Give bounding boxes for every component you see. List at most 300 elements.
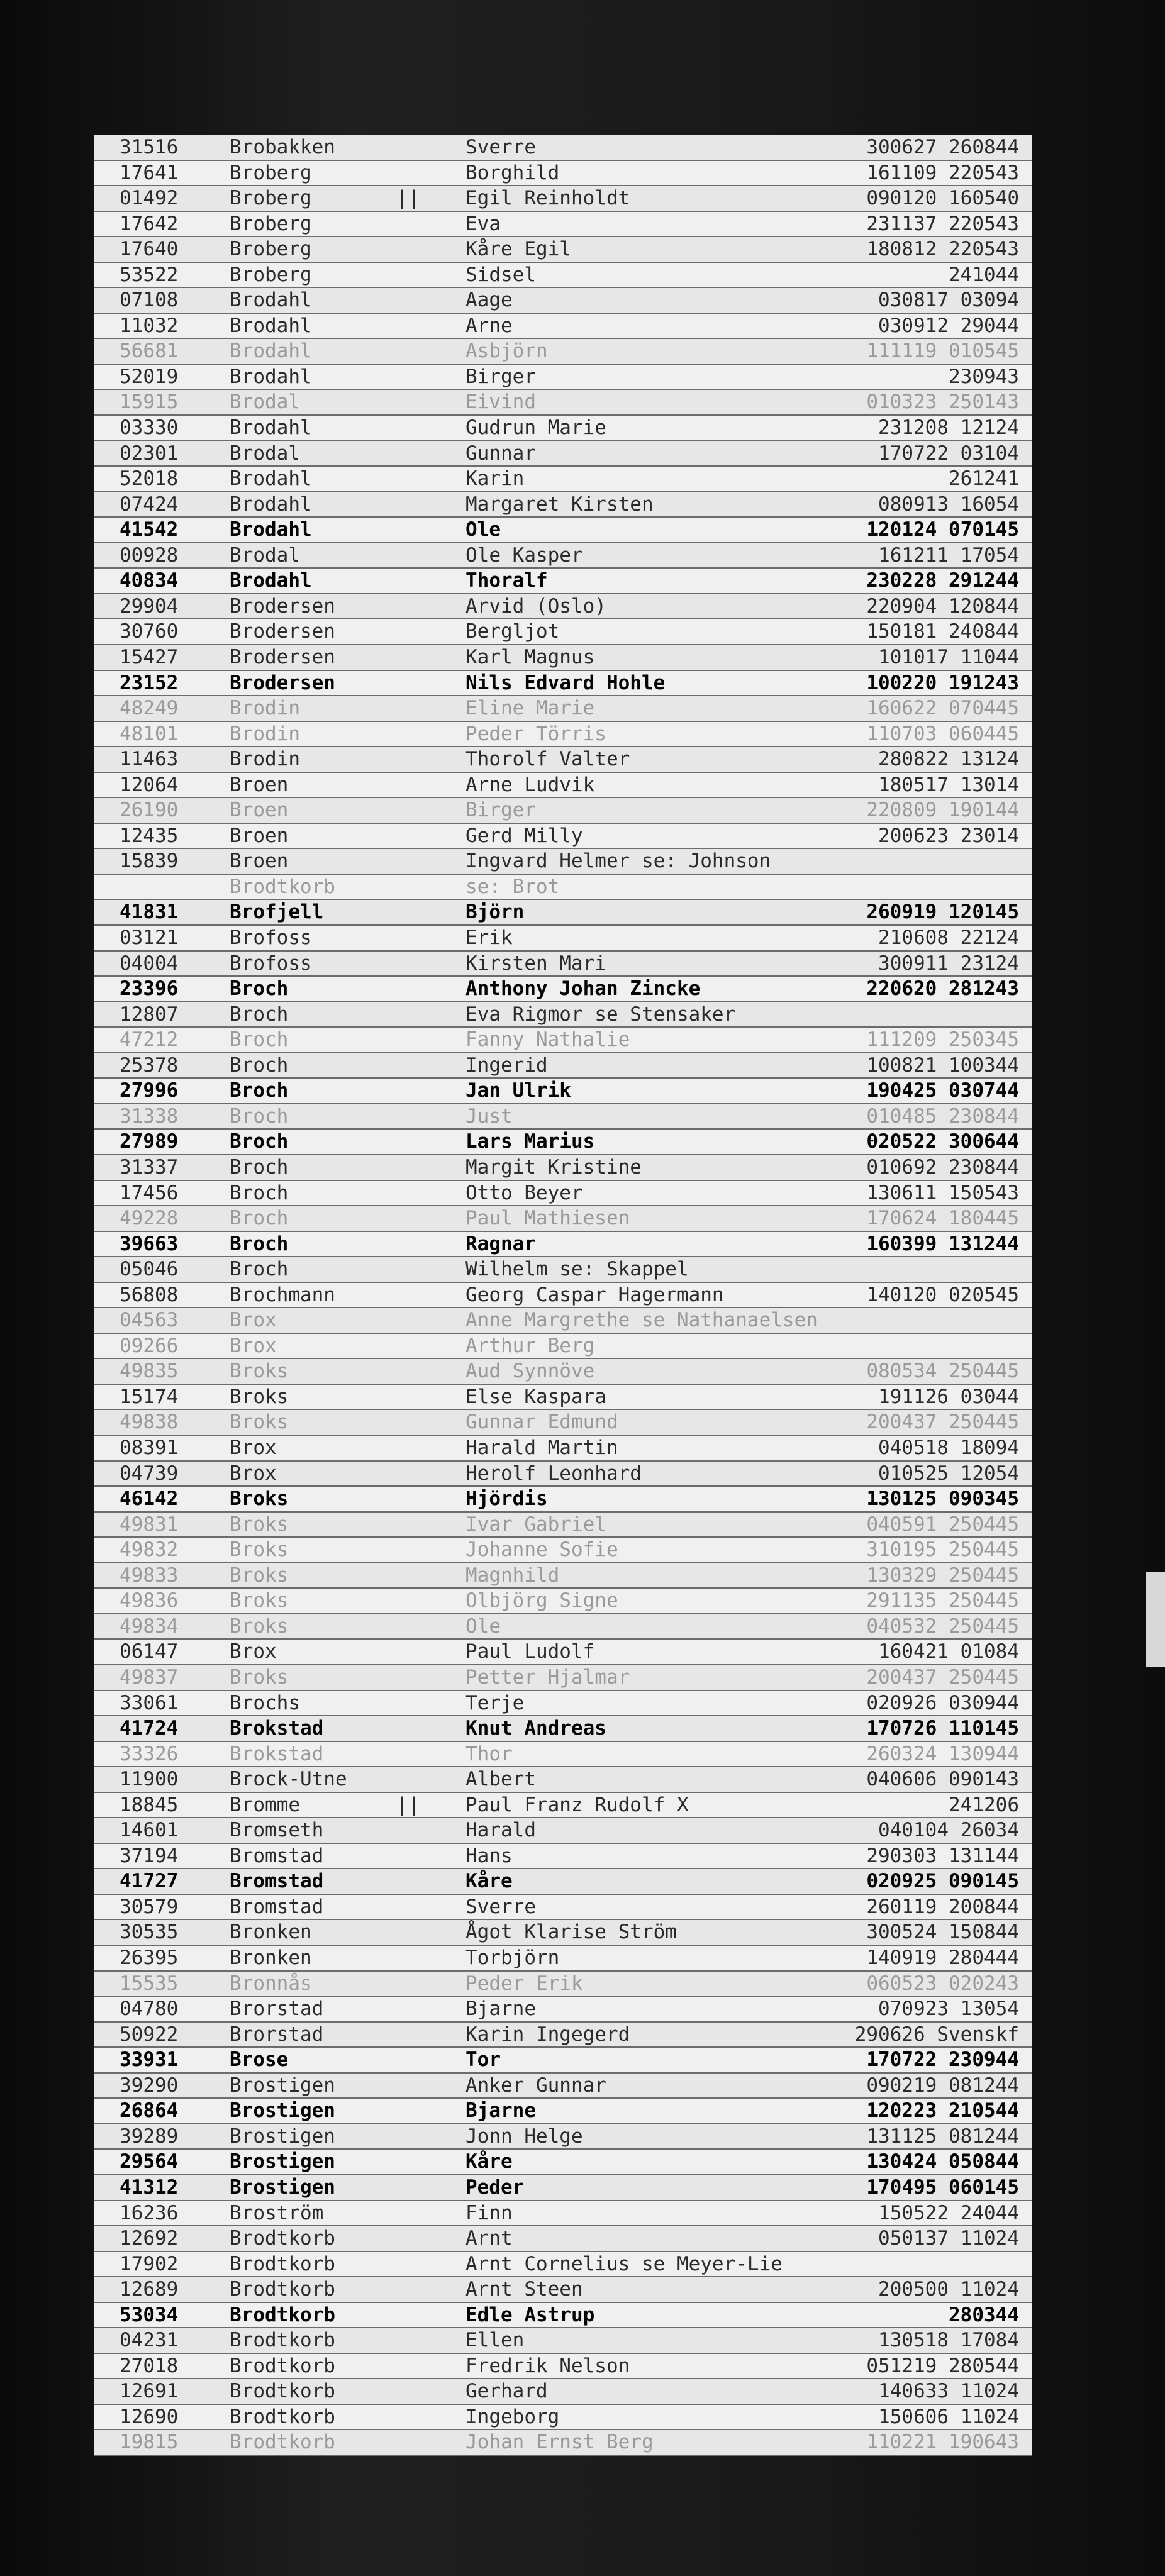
record-number: 12807 xyxy=(120,1002,179,1026)
record-number: 04231 xyxy=(120,2329,179,2352)
record-number: 08391 xyxy=(120,1436,179,1460)
date-codes: 010485 230844 xyxy=(866,1104,1019,1128)
surname: Brodtkorb xyxy=(230,2380,335,2403)
register-row xyxy=(94,314,1032,340)
surname: Brodtkorb xyxy=(230,2329,335,2352)
record-number: 39663 xyxy=(120,1232,179,1255)
given-names: Johanne Sofie xyxy=(465,1538,618,1562)
given-names: Jan Ulrik xyxy=(465,1079,571,1102)
record-number: 41542 xyxy=(120,518,179,541)
given-names: Ågot Klarise Ström xyxy=(465,1921,677,1944)
surname: Bronnås xyxy=(230,1972,312,1995)
register-row xyxy=(94,747,1032,773)
record-number: 25378 xyxy=(120,1053,179,1077)
record-number: 23152 xyxy=(120,671,179,694)
record-number: 04563 xyxy=(120,1309,179,1332)
surname: Bromme xyxy=(230,1793,300,1816)
surname: Broks xyxy=(230,1513,289,1536)
record-number: 31516 xyxy=(120,136,179,158)
surname: Brodtkorb xyxy=(230,875,335,898)
given-names: Tor xyxy=(465,2048,501,2072)
date-codes: 220809 190144 xyxy=(866,799,1019,822)
given-names: Harald xyxy=(465,1819,536,1842)
register-row xyxy=(94,1972,1032,1997)
date-codes: 010323 250143 xyxy=(866,391,1019,414)
record-number: 30535 xyxy=(120,1921,179,1944)
record-number: 11900 xyxy=(120,1768,179,1791)
record-number: 26864 xyxy=(120,2099,179,2123)
given-names: Fanny Nathalie xyxy=(465,1028,630,1052)
given-names: Margaret Kirsten xyxy=(465,492,654,516)
surname: Brodahl xyxy=(230,289,312,312)
date-codes: 130611 150543 xyxy=(866,1181,1019,1204)
register-row xyxy=(94,773,1032,799)
surname: Brostigen xyxy=(230,2074,335,2097)
surname: Brodin xyxy=(230,748,300,771)
record-number: 06147 xyxy=(120,1640,179,1663)
date-codes: 051219 280544 xyxy=(866,2354,1019,2377)
register-row xyxy=(94,1920,1032,1946)
date-codes: 010525 12054 xyxy=(878,1462,1019,1485)
date-codes: 180517 13014 xyxy=(878,773,1019,796)
date-codes: 300627 260844 xyxy=(866,136,1019,158)
given-names: Paul Franz Rudolf X xyxy=(465,1793,689,1816)
surname: Brodal xyxy=(230,543,300,567)
given-names: Eva xyxy=(465,212,501,235)
surname: Brodal xyxy=(230,441,300,465)
record-number: 04739 xyxy=(120,1462,179,1485)
register-row xyxy=(94,1946,1032,1972)
given-names: Ivar Gabriel xyxy=(465,1513,606,1536)
date-codes: 261241 xyxy=(949,467,1019,491)
given-names: Lars Marius xyxy=(465,1130,595,1153)
register-row xyxy=(94,1640,1032,1665)
given-names: Sverre xyxy=(465,1895,536,1918)
given-names: Terje xyxy=(465,1691,525,1714)
register-row xyxy=(94,952,1032,977)
surname: Bromstad xyxy=(230,1844,324,1867)
given-names: Knut Andreas xyxy=(465,1717,606,1740)
date-codes: 161211 17054 xyxy=(878,543,1019,567)
given-names: Karl Magnus xyxy=(465,645,595,669)
surname: Brodahl xyxy=(230,492,312,516)
surname: Broch xyxy=(230,1104,289,1128)
record-number: 12435 xyxy=(120,824,179,847)
given-names: Asbjörn xyxy=(465,340,548,363)
date-codes: 280344 xyxy=(949,2303,1019,2326)
register-row xyxy=(94,288,1032,314)
date-codes: 060523 020243 xyxy=(866,1972,1019,1995)
surname: Brofjell xyxy=(230,901,324,924)
record-number: 49838 xyxy=(120,1411,179,1434)
register-row xyxy=(94,2252,1032,2278)
date-codes: 080534 250445 xyxy=(866,1360,1019,1383)
date-codes: 220904 120844 xyxy=(866,594,1019,618)
register-row xyxy=(94,1283,1032,1309)
given-names: Kirsten Mari xyxy=(465,952,606,975)
surname: Brofoss xyxy=(230,952,312,975)
given-names: Aage xyxy=(465,289,513,312)
record-number: 41831 xyxy=(120,901,179,924)
surname: Brox xyxy=(230,1436,277,1460)
register-row xyxy=(94,186,1032,212)
given-names: Bjarne xyxy=(465,1997,536,2021)
register-row xyxy=(94,2430,1032,2456)
surname: Broch xyxy=(230,1258,289,1281)
date-codes: 150522 24044 xyxy=(878,2201,1019,2224)
record-number: 40834 xyxy=(120,569,179,592)
given-names: Egil Reinholdt xyxy=(465,187,630,210)
register-row xyxy=(94,1053,1032,1079)
record-number: 53522 xyxy=(120,263,179,286)
surname: Brostigen xyxy=(230,2175,335,2199)
register-row xyxy=(94,263,1032,289)
date-codes: 161109 220543 xyxy=(866,161,1019,184)
date-codes: 100821 100344 xyxy=(866,1053,1019,1077)
date-codes: 300524 150844 xyxy=(866,1921,1019,1944)
record-number: 33061 xyxy=(120,1691,179,1714)
surname: Brodtkorb xyxy=(230,2431,335,2454)
record-number: 05046 xyxy=(120,1258,179,1281)
date-codes: 070923 13054 xyxy=(878,1997,1019,2021)
surname: Broch xyxy=(230,1002,289,1026)
register-row xyxy=(94,1614,1032,1640)
record-number: 39290 xyxy=(120,2074,179,2097)
record-number: 41312 xyxy=(120,2175,179,2199)
date-codes: 260324 130944 xyxy=(866,1742,1019,1765)
given-names: Arnt Steen xyxy=(465,2278,583,2301)
given-names: Arne xyxy=(465,314,513,337)
date-codes: 120223 210544 xyxy=(866,2099,1019,2123)
date-codes: 101017 11044 xyxy=(878,645,1019,669)
date-codes: 231208 12124 xyxy=(878,416,1019,440)
given-names: Sverre xyxy=(465,136,536,158)
surname: Brodin xyxy=(230,697,300,720)
register-row xyxy=(94,569,1032,594)
record-number: 48101 xyxy=(120,722,179,745)
register-row xyxy=(94,1462,1032,1487)
given-names: Hjördis xyxy=(465,1487,548,1511)
record-number: 26395 xyxy=(120,1946,179,1969)
record-number: 07424 xyxy=(120,492,179,516)
surname: Brodtkorb xyxy=(230,2252,335,2275)
register-row xyxy=(94,1257,1032,1283)
record-number: 00928 xyxy=(120,543,179,567)
date-codes: 120124 070145 xyxy=(866,518,1019,541)
surname: Broberg xyxy=(230,187,312,210)
date-codes: 110221 190643 xyxy=(866,2431,1019,2454)
register-row xyxy=(94,1869,1032,1895)
surname: Bromseth xyxy=(230,1819,324,1842)
given-names: Hans xyxy=(465,1844,513,1867)
register-row xyxy=(94,2099,1032,2124)
record-number: 17642 xyxy=(120,212,179,235)
register-row xyxy=(94,1767,1032,1793)
given-names: Arnt xyxy=(465,2227,513,2250)
given-names: Margit Kristine xyxy=(465,1155,642,1179)
date-codes: 030817 03094 xyxy=(878,289,1019,312)
surname: Brodal xyxy=(230,391,300,414)
record-number: 17456 xyxy=(120,1181,179,1204)
record-number: 46142 xyxy=(120,1487,179,1511)
register-row xyxy=(94,1716,1032,1742)
record-number: 31337 xyxy=(120,1155,179,1179)
record-number: 15535 xyxy=(120,1972,179,1995)
register-row xyxy=(94,594,1032,620)
date-codes: 090120 160540 xyxy=(866,187,1019,210)
record-number: 27018 xyxy=(120,2354,179,2377)
record-number: 15839 xyxy=(120,850,179,873)
given-names: Ragnar xyxy=(465,1232,536,1255)
given-names: Peder Törris xyxy=(465,722,606,745)
date-codes: 130424 050844 xyxy=(866,2150,1019,2174)
record-number: 12690 xyxy=(120,2405,179,2428)
surname: Brodtkorb xyxy=(230,2405,335,2428)
record-number: 39289 xyxy=(120,2124,179,2148)
given-names: Borghild xyxy=(465,161,560,184)
record-number: 37194 xyxy=(120,1844,179,1867)
register-row xyxy=(94,2175,1032,2201)
record-number: 30760 xyxy=(120,620,179,643)
record-number: 12691 xyxy=(120,2380,179,2403)
surname: Bronken xyxy=(230,1921,312,1944)
date-codes: 290303 131144 xyxy=(866,1844,1019,1867)
register-row xyxy=(94,416,1032,441)
margin-mark: || xyxy=(396,1793,420,1816)
given-names: Anthony Johan Zincke xyxy=(465,977,701,1001)
given-names: Eline Marie xyxy=(465,697,595,720)
date-codes: 260119 200844 xyxy=(866,1895,1019,1918)
date-codes: 130518 17084 xyxy=(878,2329,1019,2352)
register-row xyxy=(94,1359,1032,1385)
surname: Brodahl xyxy=(230,365,312,388)
record-number: 11463 xyxy=(120,748,179,771)
record-number: 26190 xyxy=(120,799,179,822)
date-codes: 111209 250345 xyxy=(866,1028,1019,1052)
given-names: Thorolf Valter xyxy=(465,748,630,771)
given-names: Nils Edvard Hohle xyxy=(465,671,666,694)
record-number: 49228 xyxy=(120,1207,179,1230)
record-number: 52019 xyxy=(120,365,179,388)
surname: Broch xyxy=(230,1053,289,1077)
surname: Brokstad xyxy=(230,1717,324,1740)
record-number: 29904 xyxy=(120,594,179,618)
record-number: 11032 xyxy=(120,314,179,337)
record-number: 31338 xyxy=(120,1104,179,1128)
register-row xyxy=(94,2379,1032,2405)
date-codes: 020926 030944 xyxy=(866,1691,1019,1714)
surname: Brodtkorb xyxy=(230,2278,335,2301)
given-names: Erik xyxy=(465,926,513,950)
surname: Brodahl xyxy=(230,518,312,541)
date-codes: 040532 250445 xyxy=(866,1614,1019,1638)
given-names: Aud Synnöve xyxy=(465,1360,595,1383)
register-row xyxy=(94,1436,1032,1462)
date-codes: 291135 250445 xyxy=(866,1589,1019,1613)
register-row xyxy=(94,237,1032,263)
record-number: 17641 xyxy=(120,161,179,184)
date-codes: 090219 081244 xyxy=(866,2074,1019,2097)
given-names: Albert xyxy=(465,1768,536,1791)
date-codes: 050137 11024 xyxy=(878,2227,1019,2250)
record-number: 56808 xyxy=(120,1283,179,1306)
date-codes: 280822 13124 xyxy=(878,748,1019,771)
surname: Brodahl xyxy=(230,314,312,337)
given-names: Peder xyxy=(465,2175,525,2199)
record-number: 49834 xyxy=(120,1614,179,1638)
register-row xyxy=(94,1155,1032,1181)
surname: Brodersen xyxy=(230,620,335,643)
surname: Broch xyxy=(230,1181,289,1204)
surname: Broch xyxy=(230,1079,289,1102)
date-codes: 150181 240844 xyxy=(866,620,1019,643)
given-names: Gunnar xyxy=(465,441,536,465)
surname: Brose xyxy=(230,2048,289,2072)
surname: Broberg xyxy=(230,212,312,235)
register-row xyxy=(94,1793,1032,1819)
register-row xyxy=(94,518,1032,543)
date-codes: 170624 180445 xyxy=(866,1207,1019,1230)
register-row xyxy=(94,722,1032,748)
given-names: Arvid (Oslo) xyxy=(465,594,606,618)
date-codes: 020925 090145 xyxy=(866,1870,1019,1893)
record-number: 14601 xyxy=(120,1819,179,1842)
date-codes: 140919 280444 xyxy=(866,1946,1019,1969)
date-codes: 130125 090345 xyxy=(866,1487,1019,1511)
record-number: 19815 xyxy=(120,2431,179,2454)
record-number: 02301 xyxy=(120,441,179,465)
record-number: 41724 xyxy=(120,1717,179,1740)
date-codes: 111119 010545 xyxy=(866,340,1019,363)
date-codes: 080913 16054 xyxy=(878,492,1019,516)
date-codes: 300911 23124 xyxy=(878,952,1019,975)
given-names: Peder Erik xyxy=(465,1972,583,1995)
surname: Brostigen xyxy=(230,2150,335,2174)
given-names: Birger xyxy=(465,365,536,388)
register-row xyxy=(94,161,1032,187)
register-row xyxy=(94,135,1032,161)
register-row xyxy=(94,390,1032,416)
given-names: Magnhild xyxy=(465,1563,560,1587)
register-row xyxy=(94,926,1032,952)
register-row xyxy=(94,2303,1032,2329)
register-row xyxy=(94,2405,1032,2431)
register-row xyxy=(94,1538,1032,1563)
register-row xyxy=(94,1410,1032,1436)
surname: Broks xyxy=(230,1563,289,1587)
register-row xyxy=(94,849,1032,875)
given-names: Harald Martin xyxy=(465,1436,618,1460)
given-names: Edle Astrup xyxy=(465,2303,595,2326)
surname: Brodtkorb xyxy=(230,2227,335,2250)
register-row xyxy=(94,1130,1032,1155)
record-number: 27989 xyxy=(120,1130,179,1153)
date-codes: 040104 26034 xyxy=(878,1819,1019,1842)
register-row xyxy=(94,696,1032,722)
register-row xyxy=(94,1589,1032,1614)
date-codes: 170495 060145 xyxy=(866,2175,1019,2199)
record-number: 56681 xyxy=(120,340,179,363)
register-row xyxy=(94,1079,1032,1104)
date-codes: 040591 250445 xyxy=(866,1513,1019,1536)
surname: Broch xyxy=(230,1155,289,1179)
surname: Broström xyxy=(230,2201,324,2224)
record-number: 49833 xyxy=(120,1563,179,1587)
given-names: Gerd Milly xyxy=(465,824,583,847)
given-names: Kåre xyxy=(465,1870,513,1893)
register-row xyxy=(94,1028,1032,1053)
surname: Broen xyxy=(230,824,289,847)
surname: Broks xyxy=(230,1665,289,1689)
surname: Broks xyxy=(230,1385,289,1408)
given-names: Finn xyxy=(465,2201,513,2224)
surname: Brodtkorb xyxy=(230,2354,335,2377)
register-row xyxy=(94,1997,1032,2023)
date-codes: 200623 23014 xyxy=(878,824,1019,847)
date-codes: 230228 291244 xyxy=(866,569,1019,592)
given-names: Arne Ludvik xyxy=(465,773,595,796)
surname: Bromstad xyxy=(230,1895,324,1918)
register-row xyxy=(94,1002,1032,1028)
surname: Brodtkorb xyxy=(230,2303,335,2326)
surname: Brox xyxy=(230,1462,277,1485)
record-number: 53034 xyxy=(120,2303,179,2326)
register-row xyxy=(94,798,1032,824)
given-names: se: Brot xyxy=(465,875,560,898)
date-codes: 220620 281243 xyxy=(866,977,1019,1001)
record-number: 15174 xyxy=(120,1385,179,1408)
register-row xyxy=(94,824,1032,850)
surname: Broberg xyxy=(230,263,312,286)
surname: Brodahl xyxy=(230,340,312,363)
given-names: Petter Hjalmar xyxy=(465,1665,630,1689)
record-number: 17902 xyxy=(120,2252,179,2275)
surname: Broks xyxy=(230,1589,289,1613)
surname: Brofoss xyxy=(230,926,312,950)
given-names: Anker Gunnar xyxy=(465,2074,606,2097)
surname: Broks xyxy=(230,1487,289,1511)
register-row xyxy=(94,1563,1032,1589)
surname: Brodahl xyxy=(230,416,312,440)
record-number: 03121 xyxy=(120,926,179,950)
date-codes: 020522 300644 xyxy=(866,1130,1019,1153)
surname: Brodersen xyxy=(230,594,335,618)
register-row xyxy=(94,365,1032,391)
given-names: Paul Mathiesen xyxy=(465,1207,630,1230)
surname: Brodahl xyxy=(230,569,312,592)
given-names: Eivind xyxy=(465,391,536,414)
date-codes: 200437 250445 xyxy=(866,1411,1019,1434)
register-row xyxy=(94,1385,1032,1411)
record-number: 33931 xyxy=(120,2048,179,2072)
register-row xyxy=(94,671,1032,697)
register-row xyxy=(94,1818,1032,1844)
surname: Broen xyxy=(230,799,289,822)
record-number: 18845 xyxy=(120,1793,179,1816)
given-names: Ingvard Helmer se: Johnson xyxy=(465,850,771,873)
date-codes: 310195 250445 xyxy=(866,1538,1019,1562)
surname: Broch xyxy=(230,977,289,1001)
record-number: 49837 xyxy=(120,1665,179,1689)
register-row xyxy=(94,1181,1032,1207)
date-codes: 260919 120145 xyxy=(866,901,1019,924)
date-codes: 170726 110145 xyxy=(866,1717,1019,1740)
register-row xyxy=(94,1513,1032,1538)
record-number: 50922 xyxy=(120,2023,179,2046)
date-codes: 010692 230844 xyxy=(866,1155,1019,1179)
given-names: Arnt Cornelius se Meyer-Lie xyxy=(465,2252,783,2275)
record-number: 12692 xyxy=(120,2227,179,2250)
